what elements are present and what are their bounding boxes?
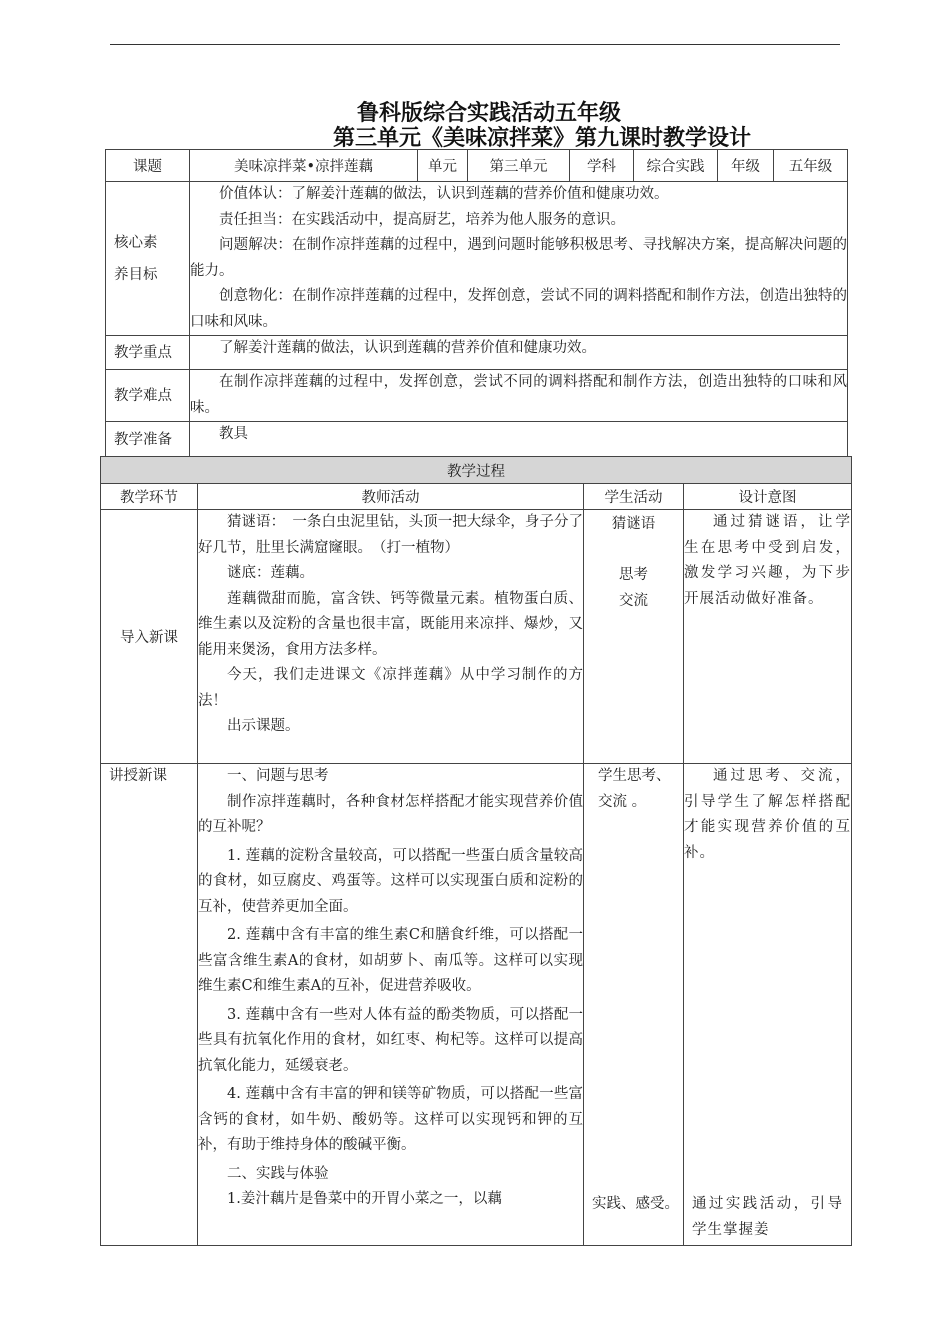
goal-creativity: 创意物化：在制作凉拌莲藕的过程中，发挥创意，尝试不同的调料搭配和制作方法，创造出独特的口味和风味。	[190, 288, 847, 330]
teacher-new	[198, 764, 584, 1246]
stage-new-text: 讲授新课	[109, 768, 167, 784]
goal-value: 价值体认：了解姜汁莲藕的做法，认识到莲藕的营养价值和健康功效。	[219, 186, 669, 202]
col-student: 学生活动	[584, 484, 684, 510]
process-table	[100, 456, 852, 1246]
lotus-intro: 莲藕微甜而脆，富含铁、钙等微量元素。植物蛋白质、维生素以及淀粉的含量也很丰富，既能用来凉拌、爆炒，又能用来煲汤，食用方法多样。	[198, 590, 583, 658]
topic-value: 美味凉拌菜•凉拌莲藕	[190, 150, 418, 182]
intent-new-bottom: 通过实践活动，引导学生掌握姜	[692, 1196, 843, 1238]
key-point-label: 教学重点	[106, 336, 190, 370]
pairing-3: 3. 莲藕中含有一些对人体有益的酚类物质，可以搭配一些具有抗氧化作用的食材，如红枣、枸杞等。这样可以提高抗氧化能力，延缓衰老。	[198, 1006, 583, 1074]
col-stage: 教学环节	[101, 484, 198, 510]
difficult-point-text: 在制作凉拌莲藕的过程中，发挥创意，尝试不同的调料搭配和制作方法，创造出独特的口味和风味。	[190, 374, 847, 416]
goal-problem-solving: 问题解决：在制作凉拌莲藕的过程中，遇到问题时能够积极思考、寻找解决方案，提高解决问题的能力。	[190, 237, 847, 279]
key-point-value	[190, 336, 848, 370]
col-intent: 设计意图	[684, 484, 852, 510]
intent-intro	[684, 510, 852, 764]
info-table	[105, 149, 848, 458]
goals-label	[106, 182, 190, 336]
student-act: 思考	[619, 567, 648, 583]
section-1-title: 一、问题与思考	[227, 768, 329, 784]
doc-title-line1: 鲁科版综合实践活动五年级	[357, 101, 622, 126]
subject-value: 综合实践	[634, 150, 718, 182]
unit-label: 单元	[418, 150, 468, 182]
difficult-point-value	[190, 370, 848, 422]
intent-intro-text: 通过猜谜语，让学生在思考中受到启发，激发学习兴趣，为下步开展活动做好准备。	[684, 514, 851, 607]
lesson-intro: 今天，我们走进课文《凉拌莲藕》从中学习制作的方法！	[198, 667, 583, 709]
goals-label-line1: 核心素	[114, 234, 158, 251]
student-spacer	[584, 538, 683, 564]
subject-label: 学科	[570, 150, 634, 182]
student-think: 学生思考、交流 。	[598, 768, 671, 810]
key-point-text: 了解姜汁莲藕的做法，认识到莲藕的营养价值和健康功效。	[219, 340, 596, 356]
prep-value	[190, 422, 848, 458]
pairing-1: 1. 莲藕的淀粉含量较高，可以搭配一些蛋白质含量较高的食材，如豆腐皮、鸡蛋等。这样可以实现蛋白质和淀粉的互补，使营养更加全面。	[198, 847, 583, 915]
unit-value: 第三单元	[468, 150, 570, 182]
prep-text: 教具	[219, 426, 248, 442]
doc-title-line2: 第三单元《美味凉拌菜》第九课时教学设计	[333, 126, 752, 151]
student-new	[584, 764, 684, 1246]
show-topic: 出示课题。	[227, 718, 300, 734]
header-rule	[110, 44, 840, 45]
student-act: 交流	[619, 592, 648, 609]
prep-label: 教学准备	[106, 422, 190, 458]
goal-responsibility: 责任担当：在实践活动中，提高厨艺，培养为他人服务的意识。	[219, 211, 625, 228]
riddle: 猜谜语： 一条白虫泥里钻，头顶一把大绿伞，身子分了好几节，肚里长满窟窿眼。 （打一植物）	[198, 514, 583, 556]
grade-value: 五年级	[774, 150, 848, 182]
student-intro	[584, 510, 684, 764]
section-2-title: 二、实践与体验	[227, 1165, 329, 1182]
process-header: 教学过程	[101, 457, 852, 484]
stage-intro: 导入新课	[101, 510, 198, 764]
difficult-point-label: 教学难点	[106, 370, 190, 422]
teacher-intro	[198, 510, 584, 764]
intent-new-top: 通过思考、交流，引导学生了解怎样搭配才能实现营养价值的互补。	[684, 768, 851, 861]
stage-new	[101, 764, 198, 1246]
intent-new	[684, 764, 852, 1246]
goals-content	[190, 182, 848, 336]
pairing-4: 4. 莲藕中含有丰富的钾和镁等矿物质，可以搭配一些富含钙的食材，如牛奶、酸奶等。这样可以实现钙和钾的互补，有助于维持身体的酸碱平衡。	[198, 1086, 583, 1153]
student-act: 猜谜语	[611, 516, 656, 532]
pairing-2: 2. 莲藕中含有丰富的维生素C和膳食纤维，可以搭配一些富含维生素A的食材，如胡萝卜、南瓜等。这样可以实现维生素C和维生素A的互补，促进营养吸收。	[198, 927, 583, 994]
topic-label: 课题	[106, 150, 190, 182]
col-teacher: 教师活动	[198, 484, 584, 510]
goals-label-line2: 养目标	[114, 266, 158, 283]
riddle-answer: 谜底：莲藕。	[227, 565, 314, 581]
question: 制作凉拌莲藕时，各种食材怎样搭配才能实现营养价值的互补呢？	[198, 793, 583, 835]
grade-label: 年级	[718, 150, 774, 182]
ginger-lotus-intro: 1.姜汁藕片是鲁菜中的开胃小菜之一，以藕	[227, 1191, 502, 1207]
student-practice: 实践、感受。	[592, 1196, 679, 1212]
